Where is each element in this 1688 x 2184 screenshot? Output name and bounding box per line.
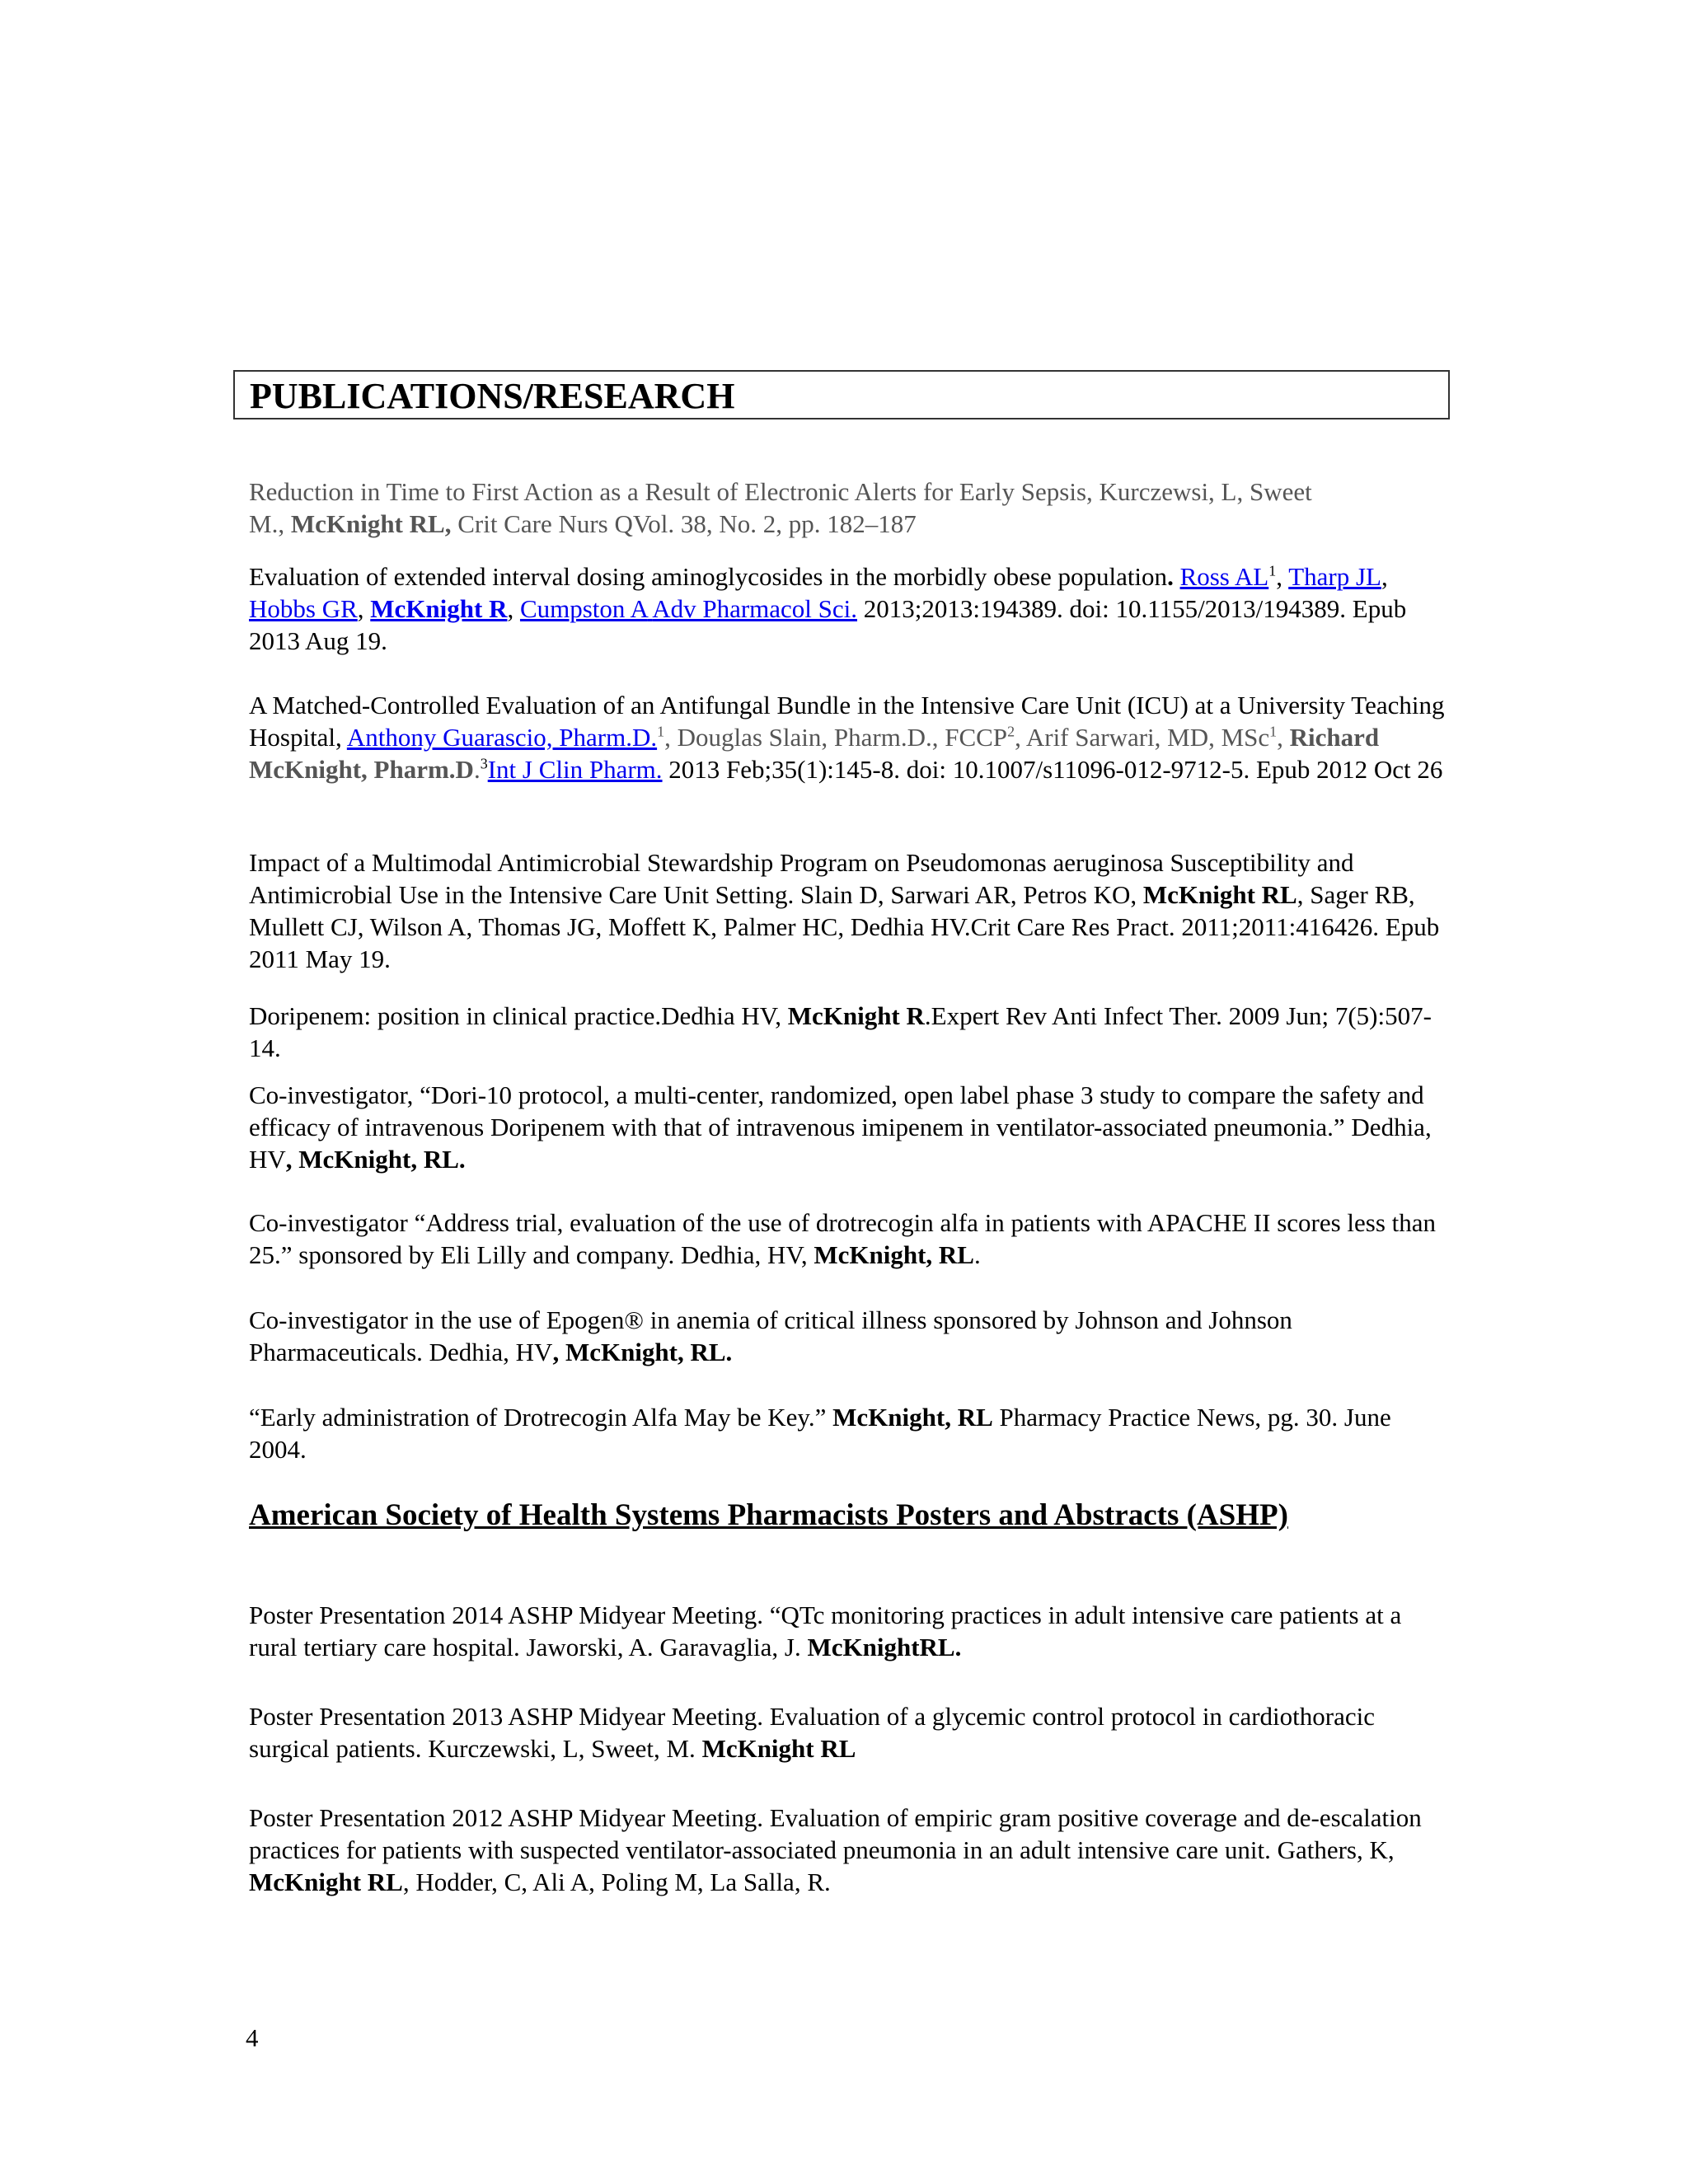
- author-highlight: McKnight RL,: [290, 509, 452, 538]
- author-highlight: McKnight R: [787, 1001, 925, 1030]
- author-highlight: , McKnight, RL.: [285, 1145, 466, 1174]
- page-number: 4: [246, 2023, 259, 2052]
- publication-entry-1: [249, 476, 1452, 540]
- publication-entry-8: Co-investigator in the use of Epogen® in anemia of critical illness sponsored by Johnson and Johnson Pharmaceuticals. Dedhia, HV, McKnight, RL.: [249, 1305, 1292, 1366]
- poster-entry-1: Poster Presentation 2014 ASHP Midyear Meeting. “QTc monitoring practices in adult intensive care patients at a rural tertiary care hospital. Jaworski, A. Garavaglia, J. McKnightRL.: [249, 1601, 1402, 1661]
- journal-link-adv-pharmacol-sci[interactable]: Adv Pharmacol Sci.: [652, 594, 858, 623]
- author-highlight: , McKnight, RL.: [552, 1338, 733, 1366]
- publication-entry-9: “Early administration of Drotrecogin Alfa May be Key.” McKnight, RL Pharmacy Practice News, pg. 30. June 2004.: [249, 1403, 1391, 1464]
- section-heading: PUBLICATIONS/RESEARCH: [250, 376, 735, 416]
- author-highlight: McKnight RL: [1142, 880, 1297, 909]
- publication-entry-2: Evaluation of extended interval dosing aminoglycosides in the morbidly obese population. Ross $AL^1$, Tharp JL, Hobbs GR, McKnight R, Cumpston A Adv Pharmacol Sci. 2013;2013:194389. doi: 10.1155/2013/194389. Epub 2013 Aug 19.: [249, 562, 1407, 655]
- author-link-mcknight[interactable]: McKnight R: [370, 594, 508, 623]
- author-highlight: McKnight, RL: [814, 1240, 974, 1269]
- publication-1-line2: M., McKnight RL, Crit Care Nurs QVol. 38, No. 2, pp. 182–187: [249, 509, 917, 538]
- author-link-ross[interactable]: Ross AL: [1179, 562, 1269, 591]
- publication-entry-6: Co-investigator, “Dori-10 protocol, a multi-center, randomized, open label phase 3 study to compare the safety and efficacy of intravenous Doripenem with that of intravenous imipenem in ventilator-associated pneumonia.” Dedhia, HV, McKnight, RL.: [249, 1080, 1432, 1174]
- author-highlight: McKnight RL: [701, 1734, 856, 1763]
- author-highlight: McKnightRL.: [807, 1633, 962, 1661]
- author-link-guarascio[interactable]: Anthony Guarascio, Pharm.D.: [346, 723, 658, 752]
- author-highlight: Richard McKnight, Pharm.D: [249, 723, 1380, 784]
- poster-entry-2: Poster Presentation 2013 ASHP Midyear Meeting. Evaluation of a glycemic control protocol in cardiothoracic surgical patients. Kurczewski, L, Sweet, M. McKnight RL: [249, 1702, 1375, 1763]
- journal-link-int-j-clin-pharm[interactable]: Int J Clin Pharm.: [487, 755, 663, 784]
- publication-1-line1: Reduction in Time to First Action as a Result of Electronic Alerts for Early Sepsis, Kurczewsi, L, Sweet: [249, 477, 1312, 506]
- author-link-tharp[interactable]: Tharp JL: [1288, 562, 1381, 591]
- poster-entry-3: Poster Presentation 2012 ASHP Midyear Meeting. Evaluation of empiric gram positive coverage and de-escalation practices for patients with suspected ventilator-associated pneumonia in an adult intensive care unit. Gathers, K, McKnight RL, Hodder, C, Ali A, Poling M, La Salla, R.: [249, 1803, 1422, 1896]
- author-highlight: McKnight RL: [249, 1868, 403, 1896]
- posters-heading: American Society of Health Systems Pharmacists Posters and Abstracts (ASHP): [249, 1498, 1288, 1532]
- publication-entry-7: Co-investigator “Address trial, evaluation of the use of drotrecogin alfa in patients with APACHE II scores less than 25.” sponsored by Eli Lilly and company. Dedhia, HV, McKnight, RL.: [249, 1208, 1437, 1269]
- publication-entry-3: A Matched-Controlled Evaluation of an Antifungal Bundle in the Intensive Care Unit (ICU) at a University Teaching Hospital, Anthony Guarascio, Pharm.D.$^1$, Douglas Slain, Pharm.D., FCCP$^2$, Arif Sarwari, MD, MSc$^1$, Richard McKnight, Pharm.D.$^3$Int J Clin Pharm. 2013 Feb;35(1):145-8. doi: 10.1007/s11096-012-9712-5. Epub 2012 Oct 26: [249, 691, 1445, 784]
- author-link-hobbs[interactable]: Hobbs GR: [249, 594, 358, 623]
- publication-2-title: Evaluation of extended interval dosing aminoglycosides in the morbidly obese population: [249, 562, 1168, 591]
- author-highlight: McKnight, RL: [832, 1403, 993, 1432]
- author-link-cumpston[interactable]: Cumpston A: [519, 594, 648, 623]
- publication-entry-4: Impact of a Multimodal Antimicrobial Stewardship Program on Pseudomonas aeruginosa Susceptibility and Antimicrobial Use in the Intensive Care Unit Setting. Slain D, Sarwari AR, Petros KO, McKnight RL, Sager RB, Mullett CJ, Wilson A, Thomas JG, Moffett K, Palmer HC, Dedhia HV.Crit Care Res Pract. 2011;2011:416426. Epub 2011 May 19.: [249, 848, 1440, 973]
- section-heading-box: [233, 370, 1450, 419]
- publication-entry-5: Doripenem: position in clinical practice.Dedhia HV, McKnight R.Expert Rev Anti Infect Ther. 2009 Jun; 7(5):507-14.: [249, 1001, 1432, 1062]
